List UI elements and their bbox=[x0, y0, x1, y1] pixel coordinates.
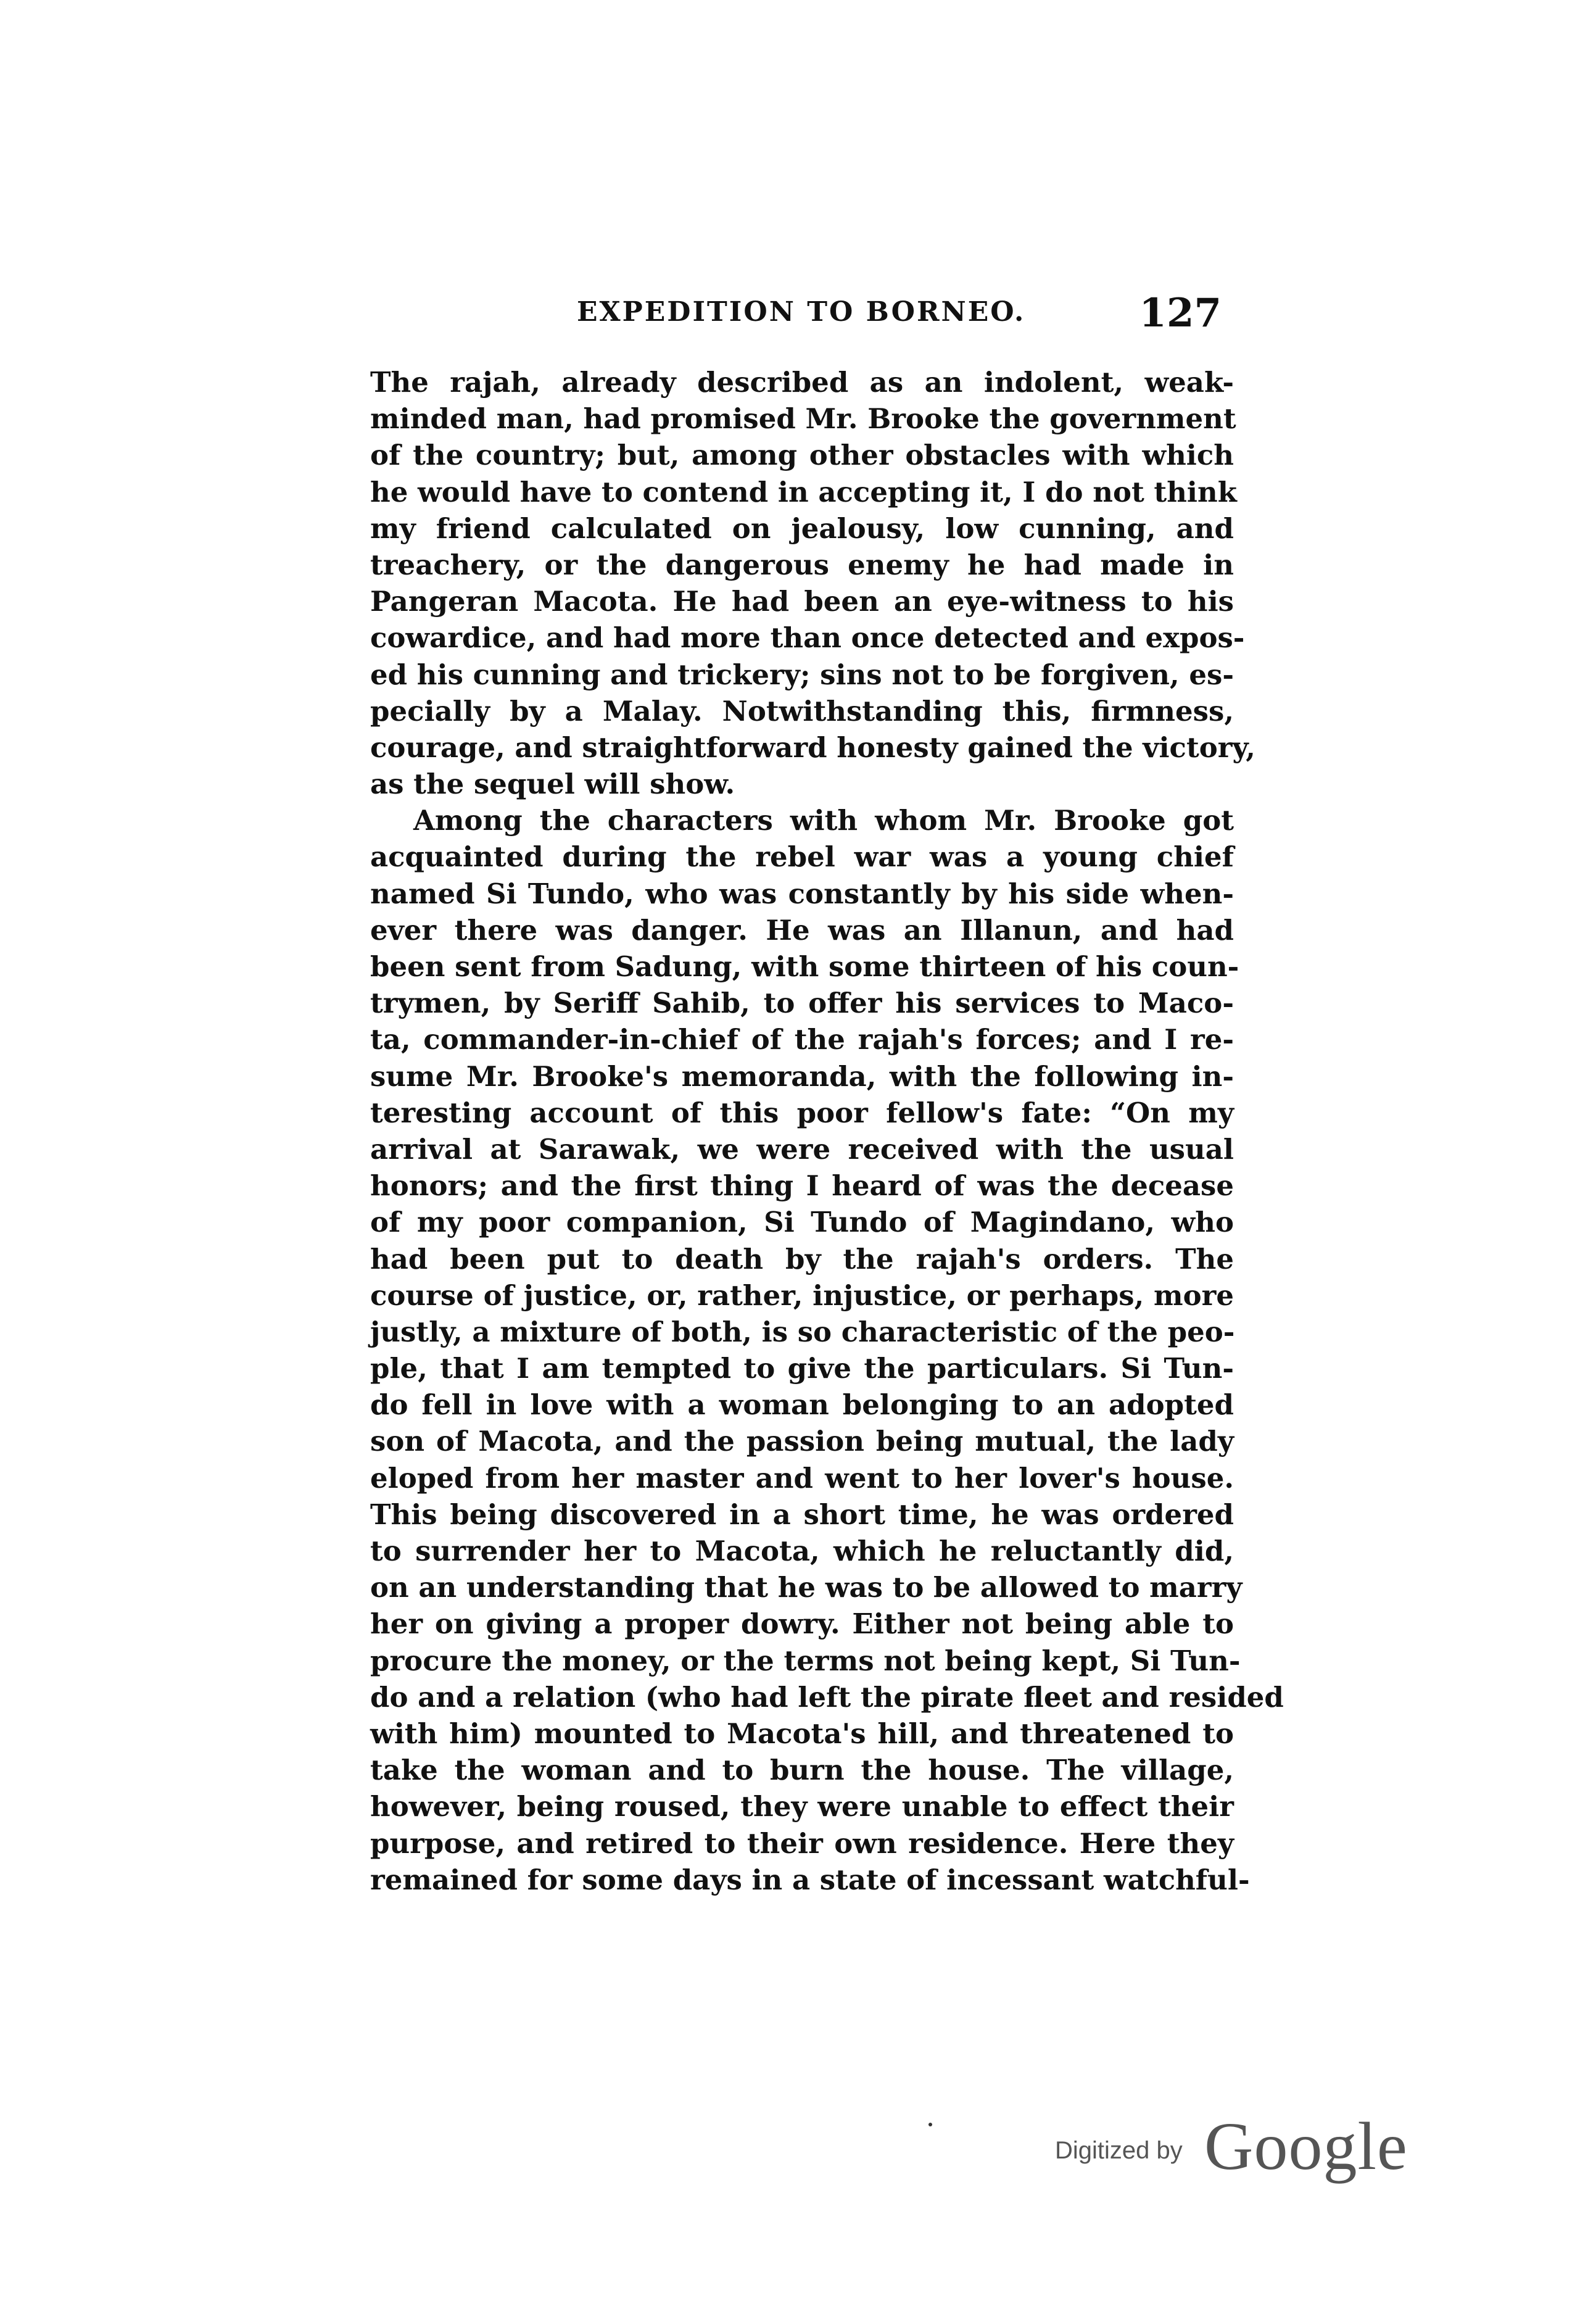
text-line: teresting account of this poor fellow's fate: “On my bbox=[370, 1096, 1234, 1129]
paragraph-end-line: as the sequel will show. bbox=[370, 768, 735, 801]
text-line: ta, commander-in-chief of the rajah's forces; and I re- bbox=[370, 1023, 1234, 1056]
text-line: do and a relation (who had left the pirate fleet and resided bbox=[370, 1680, 1284, 1714]
text-line: sume Mr. Brooke's memoranda, with the following in- bbox=[370, 1059, 1234, 1093]
body-text bbox=[370, 364, 1284, 1898]
text-line: of my poor companion, Si Tundo of Magindano, who bbox=[370, 1206, 1234, 1239]
text-line: remained for some days in a state of incessant watchful- bbox=[370, 1863, 1250, 1896]
running-title: EXPEDITION TO BORNEO. bbox=[577, 296, 1026, 328]
text-line: justly, a mixture of both, is so characteristic of the peo- bbox=[370, 1315, 1235, 1348]
watermark-prefix: Digitized by bbox=[1055, 2137, 1183, 2164]
page-number: 127 bbox=[1139, 290, 1222, 336]
text-line: acquainted during the rebel war was a young chief bbox=[370, 840, 1234, 874]
text-line: however, being roused, they were unable to effect their bbox=[370, 1790, 1234, 1823]
digitized-watermark bbox=[1055, 2107, 1408, 2184]
text-line: my friend calculated on jealousy, low cunning, and bbox=[370, 512, 1234, 545]
text-line: minded man, had promised Mr. Brooke the government bbox=[370, 402, 1236, 436]
text-line: named Si Tundo, who was constantly by his side when- bbox=[370, 877, 1234, 910]
text-line: course of justice, or, rather, injustice, or perhaps, more bbox=[370, 1279, 1234, 1312]
text-line: purpose, and retired to their own residence. Here they bbox=[370, 1827, 1234, 1860]
text-line: pecially by a Malay. Notwithstanding this, firmness, bbox=[370, 694, 1234, 728]
google-logo: Google bbox=[1204, 2108, 1408, 2184]
text-line: take the woman and to burn the house. The village, bbox=[370, 1754, 1234, 1787]
text-line: had been put to death by the rajah's orders. The bbox=[370, 1242, 1234, 1275]
text-line: been sent from Sadung, with some thirteen of his coun- bbox=[370, 950, 1239, 983]
text-line: trymen, by Seriff Sahib, to offer his services to Maco- bbox=[370, 987, 1234, 1020]
text-line: her on giving a proper dowry. Either not being able to bbox=[370, 1607, 1234, 1641]
text-line: honors; and the first thing I heard of was the decease bbox=[370, 1169, 1234, 1203]
text-line: eloped from her master and went to her lover's house. bbox=[370, 1461, 1234, 1495]
text-line: courage, and straightforward honesty gained the victory, bbox=[370, 731, 1255, 764]
text-line: arrival at Sarawak, we were received with the usual bbox=[370, 1132, 1234, 1166]
text-line: ever there was danger. He was an Illanun, and had bbox=[370, 913, 1234, 947]
text-line: The rajah, already described as an indolent, weak- bbox=[370, 366, 1234, 399]
text-line: do fell in love with a woman belonging to an adopted bbox=[370, 1388, 1234, 1422]
running-head bbox=[577, 290, 1222, 339]
text-line: ple, that I am tempted to give the particulars. Si Tun- bbox=[370, 1352, 1234, 1385]
text-line: he would have to contend in accepting it, I do not think bbox=[370, 475, 1237, 508]
text-line: This being discovered in a short time, he was ordered bbox=[370, 1498, 1234, 1531]
text-line: to surrender her to Macota, which he reluctantly did, bbox=[370, 1535, 1234, 1567]
text-line: with him) mounted to Macota's hill, and threatened to bbox=[370, 1717, 1234, 1750]
text-line: treachery, or the dangerous enemy he had made in bbox=[370, 548, 1234, 581]
text-line: Pangeran Macota. He had been an eye-witness to his bbox=[370, 585, 1234, 618]
ink-speck bbox=[928, 2123, 932, 2126]
text-line: of the country; but, among other obstacles with which bbox=[370, 439, 1234, 472]
text-line: ed his cunning and trickery; sins not to be forgiven, es- bbox=[370, 658, 1234, 691]
text-line: on an understanding that he was to be allowed to marry bbox=[370, 1571, 1242, 1604]
paragraph-start-line: Among the characters with whom Mr. Brooke got bbox=[413, 804, 1234, 837]
text-line: son of Macota, and the passion being mutual, the lady bbox=[370, 1425, 1234, 1458]
text-line: procure the money, or the terms not being kept, Si Tun- bbox=[370, 1644, 1241, 1677]
text-line: cowardice, and had more than once detected and expos- bbox=[370, 621, 1245, 655]
